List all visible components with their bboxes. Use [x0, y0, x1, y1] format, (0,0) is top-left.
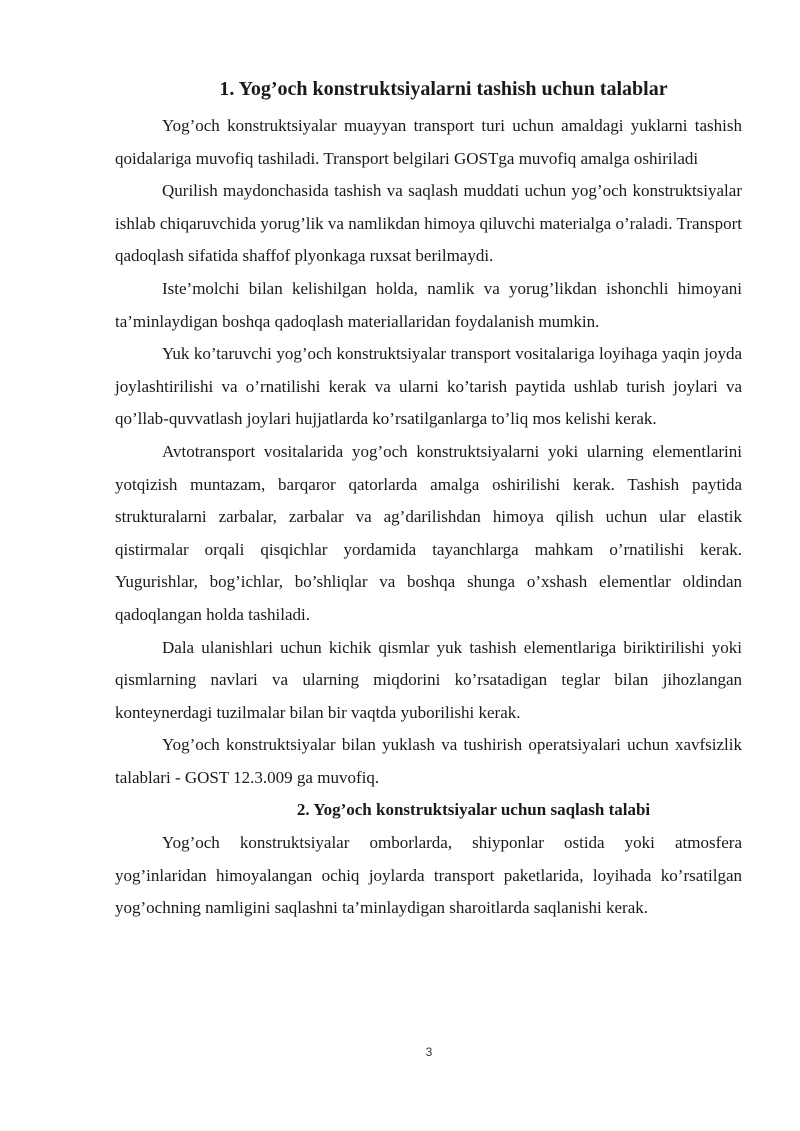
- paragraph: Yog’och konstruktsiyalar bilan yuklash va tushirish operatsiyalari uchun xavfsizlik talablari - GOST 12.3.009 ga muvofiq.: [115, 735, 742, 787]
- section-2-heading: 2. Yog’och konstruktsiyalar uchun saqlash talabi: [296, 800, 651, 820]
- page-number: 3: [425, 1045, 433, 1059]
- paragraph: Qurilish maydonchasida tashish va saqlash muddati uchun yog’och konstruktsiyalar ishlab chiqaruvchida yorug’lik va namlikdan himoya qiluvchi materialga o’raladi. Transport qadoqlash sifatida shaffof plyonkaga ruxsat berilmaydi.: [115, 181, 742, 266]
- paragraph: Dala ulanishlari uchun kichik qismlar yuk tashish elementlariga biriktirilishi yoki qismlarning navlari va ularning miqdorini ko’rsatadigan teglar bilan jihozlangan konteynerdagi tuzilmalar bilan bir vaqtda yuborilishi kerak.: [115, 637, 742, 722]
- paragraph: Iste’molchi bilan kelishilgan holda, namlik va yorug’likdan ishonchli himoyani ta’minlaydigan boshqa qadoqlash materiallaridan foydalanish mumkin.: [115, 278, 742, 331]
- page-content: [115, 76, 742, 925]
- section-1-heading: 1. Yog’och konstruktsiyalarni tashish uchun talablar: [219, 78, 668, 100]
- paragraph: Yog’och konstruktsiyalar muayyan transport turi uchun amaldagi yuklarni tashish qoidalariga muvofiq tashiladi. Transport belgilari GOSTga muvofiq amalga oshiriladi: [115, 116, 742, 168]
- paragraph: Avtotransport vositalarida yog’och konstruktsiyalarni yoki ularning elementlarini yotqizish muntazam, barqaror qatorlarda amalga oshirilishi kerak. Tashish paytida strukturalarni zarbalar, zarbalar va ag’darilishdan himoya qilish uchun ular elastik qistirmalar orqali qisqichlar yordamida tayanchlarga mahkam o’rnatilishi kerak. Yugurishlar, bog’ichlar, bo’shliqlar va boshqa shunga o’xshash elementlar oldindan qadoqlangan holda tashiladi.: [115, 441, 742, 624]
- paragraph: Yuk ko’taruvchi yog’och konstruktsiyalar transport vositalariga loyihaga yaqin joyda joylashtirilishi va o’rnatilishi kerak va ularni ko’tarish paytida ushlab turish joylari va qo’llab-quvvatlash joylari hujjatlarda ko’rsatilganlarga to’liq mos kelishi kerak.: [115, 344, 742, 429]
- paragraph: Yog’och konstruktsiyalar omborlarda, shiyponlar ostida yoki atmosfera yog’inlaridan himoyalangan ochiq joylarda transport paketlarida, loyihada ko’rsatilgan yog’ochning namligini saqlashni ta’minlaydigan sharoitlarda saqlanishi kerak.: [115, 833, 742, 918]
